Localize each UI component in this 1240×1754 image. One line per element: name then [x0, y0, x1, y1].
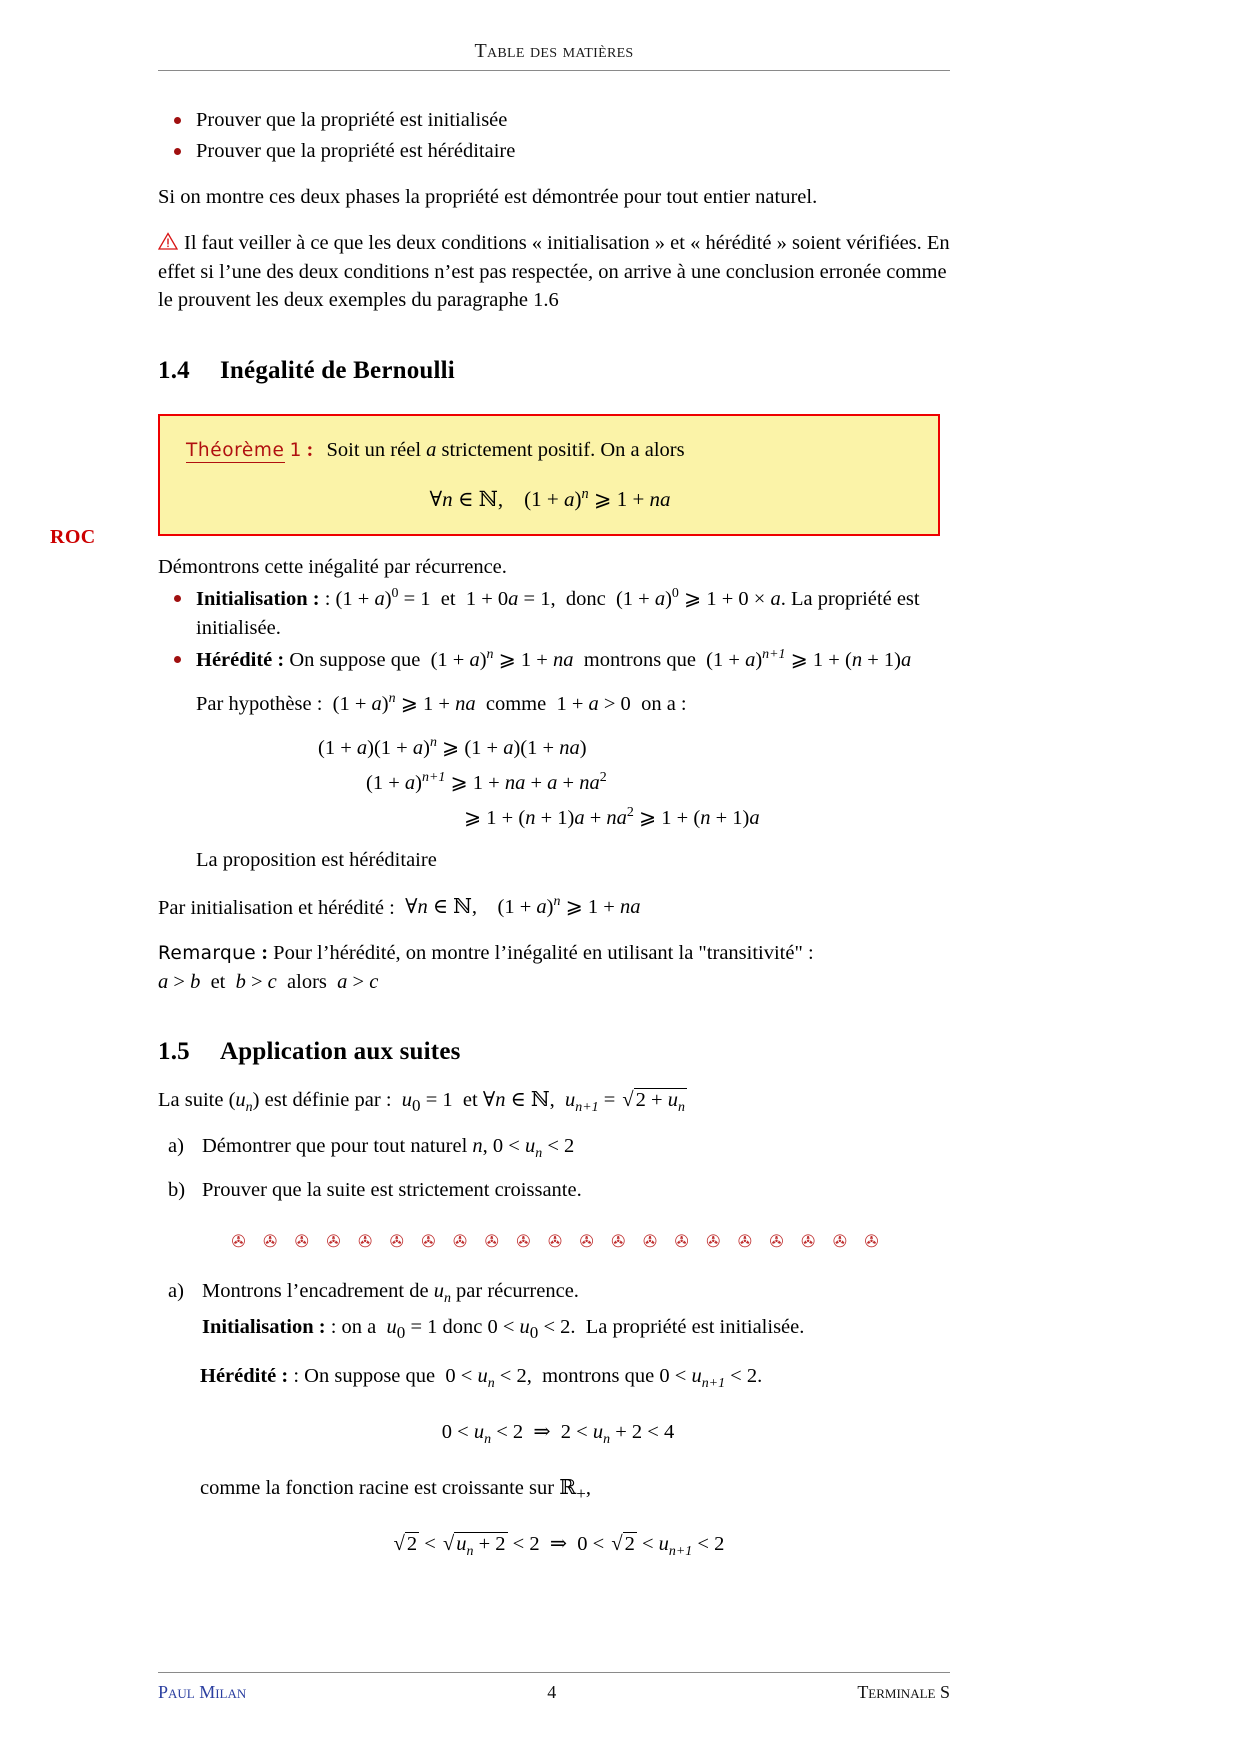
footer-divider: [158, 1672, 950, 1673]
question-marker: a): [168, 1135, 184, 1158]
top-bullet-list: [158, 106, 958, 166]
solution-marker: a): [168, 1280, 184, 1303]
footer-author: Paul Milan: [158, 1682, 247, 1702]
footer-level: Terminale S: [857, 1682, 950, 1702]
proof-step-heredite: [168, 645, 958, 876]
solution-list: [158, 1277, 958, 1345]
page-header: [158, 40, 950, 63]
question-text: Démontrer que pour tout naturel n, $0 < u_n < 2$: [202, 1135, 575, 1162]
solution-heredite: [200, 1362, 958, 1394]
theorem-statement: Soit un réel a strictement positif. On a alors: [326, 438, 685, 461]
warning-triangle-icon: [158, 230, 178, 248]
remarque-text: Pour l’hérédité, on montre l’inégalité en utilisant la "transitivité" :: [273, 942, 814, 965]
remarque-block: [158, 939, 958, 996]
theorem-box: [158, 414, 940, 536]
heredite-math: On suppose que $(1 + a)^n$ ⩾ 1 + na montrons que $(1 + a)^{n+1}$ ⩾ 1 + (n + 1)a: [289, 646, 912, 671]
theorem-header-line: [186, 436, 914, 465]
section-number: 1.4: [158, 356, 190, 384]
proof-step-initialisation: Initialisation : : $(1 + a)^0 = 1$ et 1 + 0a = 1, donc $(1 + a)^0$ ⩾ 1 + 0 × a. La propriété est initialisée.: [168, 584, 958, 643]
initialisation-math: : $(1 + a)^0 = 1$ et 1 + 0a = 1, donc $(1 + a)^0$ ⩾ 1 + 0 × a.: [324, 585, 786, 610]
theorem-label: Théorème: [186, 439, 285, 461]
list-item: [168, 1132, 958, 1164]
proof-steps-list: [158, 584, 958, 876]
paragraph-deux-phases: Si on montre ces deux phases la propriété est démontrée pour tout entier naturel.: [158, 186, 818, 209]
ornament-glyphs: ✇ ✇ ✇ ✇ ✇ ✇ ✇ ✇ ✇ ✇ ✇ ✇ ✇ ✇ ✇ ✇ ✇ ✇ ✇ ✇ ✇: [231, 1232, 885, 1253]
proof-conclusion: Par initialisation et hérédité : ∀n ∈ ℕ, $(1 + a)^n$ ⩾ 1 + na: [158, 894, 641, 919]
initialisation-label: Initialisation :: [196, 587, 325, 610]
equation-block: [196, 733, 958, 833]
list-item: Prouver que la propriété est initialisée: [168, 106, 958, 135]
ornament-divider: [158, 1231, 958, 1255]
remarque-line2: a > b et b > c alors a > c: [158, 970, 379, 993]
theorem-formula: ∀n ∈ ℕ, $(1 + a)^n$ ⩾ 1 + na: [429, 485, 671, 511]
heredite-math: : On suppose que $0 < u_n < 2$, montrons que $0 < u_{n+1} < 2$.: [293, 1365, 763, 1392]
solution-equation-2: $√2 < √u_n + 2 < 2$ ⇒ $0 < √2 < u_{n+1} < 2$: [393, 1532, 725, 1559]
section-number: 1.5: [158, 1038, 190, 1066]
question-list: [158, 1132, 958, 1205]
suite-definition: La suite $(u_n)$ est définie par : $u_0 = 1$ et ∀n ∈ ℕ, $u_{n+1} = √2 + u_n$: [158, 1089, 685, 1116]
initialisation-label: Initialisation :: [202, 1316, 331, 1339]
heredite-label: Hérédité :: [200, 1365, 294, 1388]
footer-page-number: 4: [547, 1682, 557, 1702]
document-body: [158, 104, 958, 1566]
section-title: Application aux suites: [220, 1038, 461, 1066]
heredite-label: Hérédité :: [196, 648, 290, 671]
remarque-label: Remarque: [158, 943, 257, 965]
list-item: [168, 1277, 958, 1345]
roc-margin-label: ROC: [50, 526, 96, 548]
warning-text: Il faut veiller à ce que les deux conditions « initialisation » et « hérédité » soient vérifiées. En effet si l’une des deux conditions n’est pas respectée, on arrive à une conclusion erronée comme le prouvent les deux exemples du paragraphe 1.6: [158, 231, 950, 312]
page-footer: [158, 1682, 950, 1703]
section-heading-1-5: [158, 1034, 958, 1069]
solution-text: Montrons l’encadrement de $u_n$ par récurrence.: [202, 1280, 579, 1307]
list-item: Prouver que la propriété est héréditaire: [168, 137, 958, 166]
equation-line-2: $(1 + a)^{n+1}$ ⩾ 1 + na + $a + na^2$: [366, 769, 607, 794]
theorem-colon: :: [306, 438, 314, 461]
initialisation-math: : on a $u_0 = 1$ donc $0 < u_0 < 2$.: [330, 1316, 576, 1343]
solution-initialisation: Initialisation : : on a $u_0 = 1$ donc $0 < u_0 < 2$. La propriété est initialisée.: [202, 1316, 805, 1343]
remarque-colon: :: [261, 942, 269, 965]
hypothese-line: Par hypothèse : $(1 + a)^n$ ⩾ 1 + na comme 1 + a > 0 on a :: [196, 690, 687, 715]
proof-intro: Démontrons cette inégalité par récurrence.: [158, 556, 507, 579]
equation-line-3: ⩾ $1 + (n + 1)a + na^2$ ⩾ 1 + (n + 1)a: [464, 804, 760, 829]
warning-block: [158, 229, 958, 315]
section-title: Inégalité de Bernoulli: [220, 356, 455, 384]
header-title: Table des matières: [474, 40, 634, 62]
header-divider: [158, 70, 950, 71]
list-item: [168, 1176, 958, 1205]
solution-equation-1: $0 < u_n < 2$ ⇒ $2 < u_n + 2 < 4$: [441, 1421, 675, 1448]
equation-line-1: $(1 + a)(1 + a)^n$ ⩾ (1 + a)(1 + na): [318, 734, 587, 759]
section-heading-1-4: [158, 353, 958, 388]
question-marker: b): [168, 1179, 186, 1202]
solution-racine-text: comme la fonction racine est croissante sur ℝ$_+$,: [200, 1476, 592, 1503]
conclusion-heredite: La proposition est héréditaire: [196, 849, 437, 872]
question-text: Prouver que la suite est strictement croissante.: [202, 1179, 582, 1202]
theorem-number: 1: [289, 439, 302, 461]
